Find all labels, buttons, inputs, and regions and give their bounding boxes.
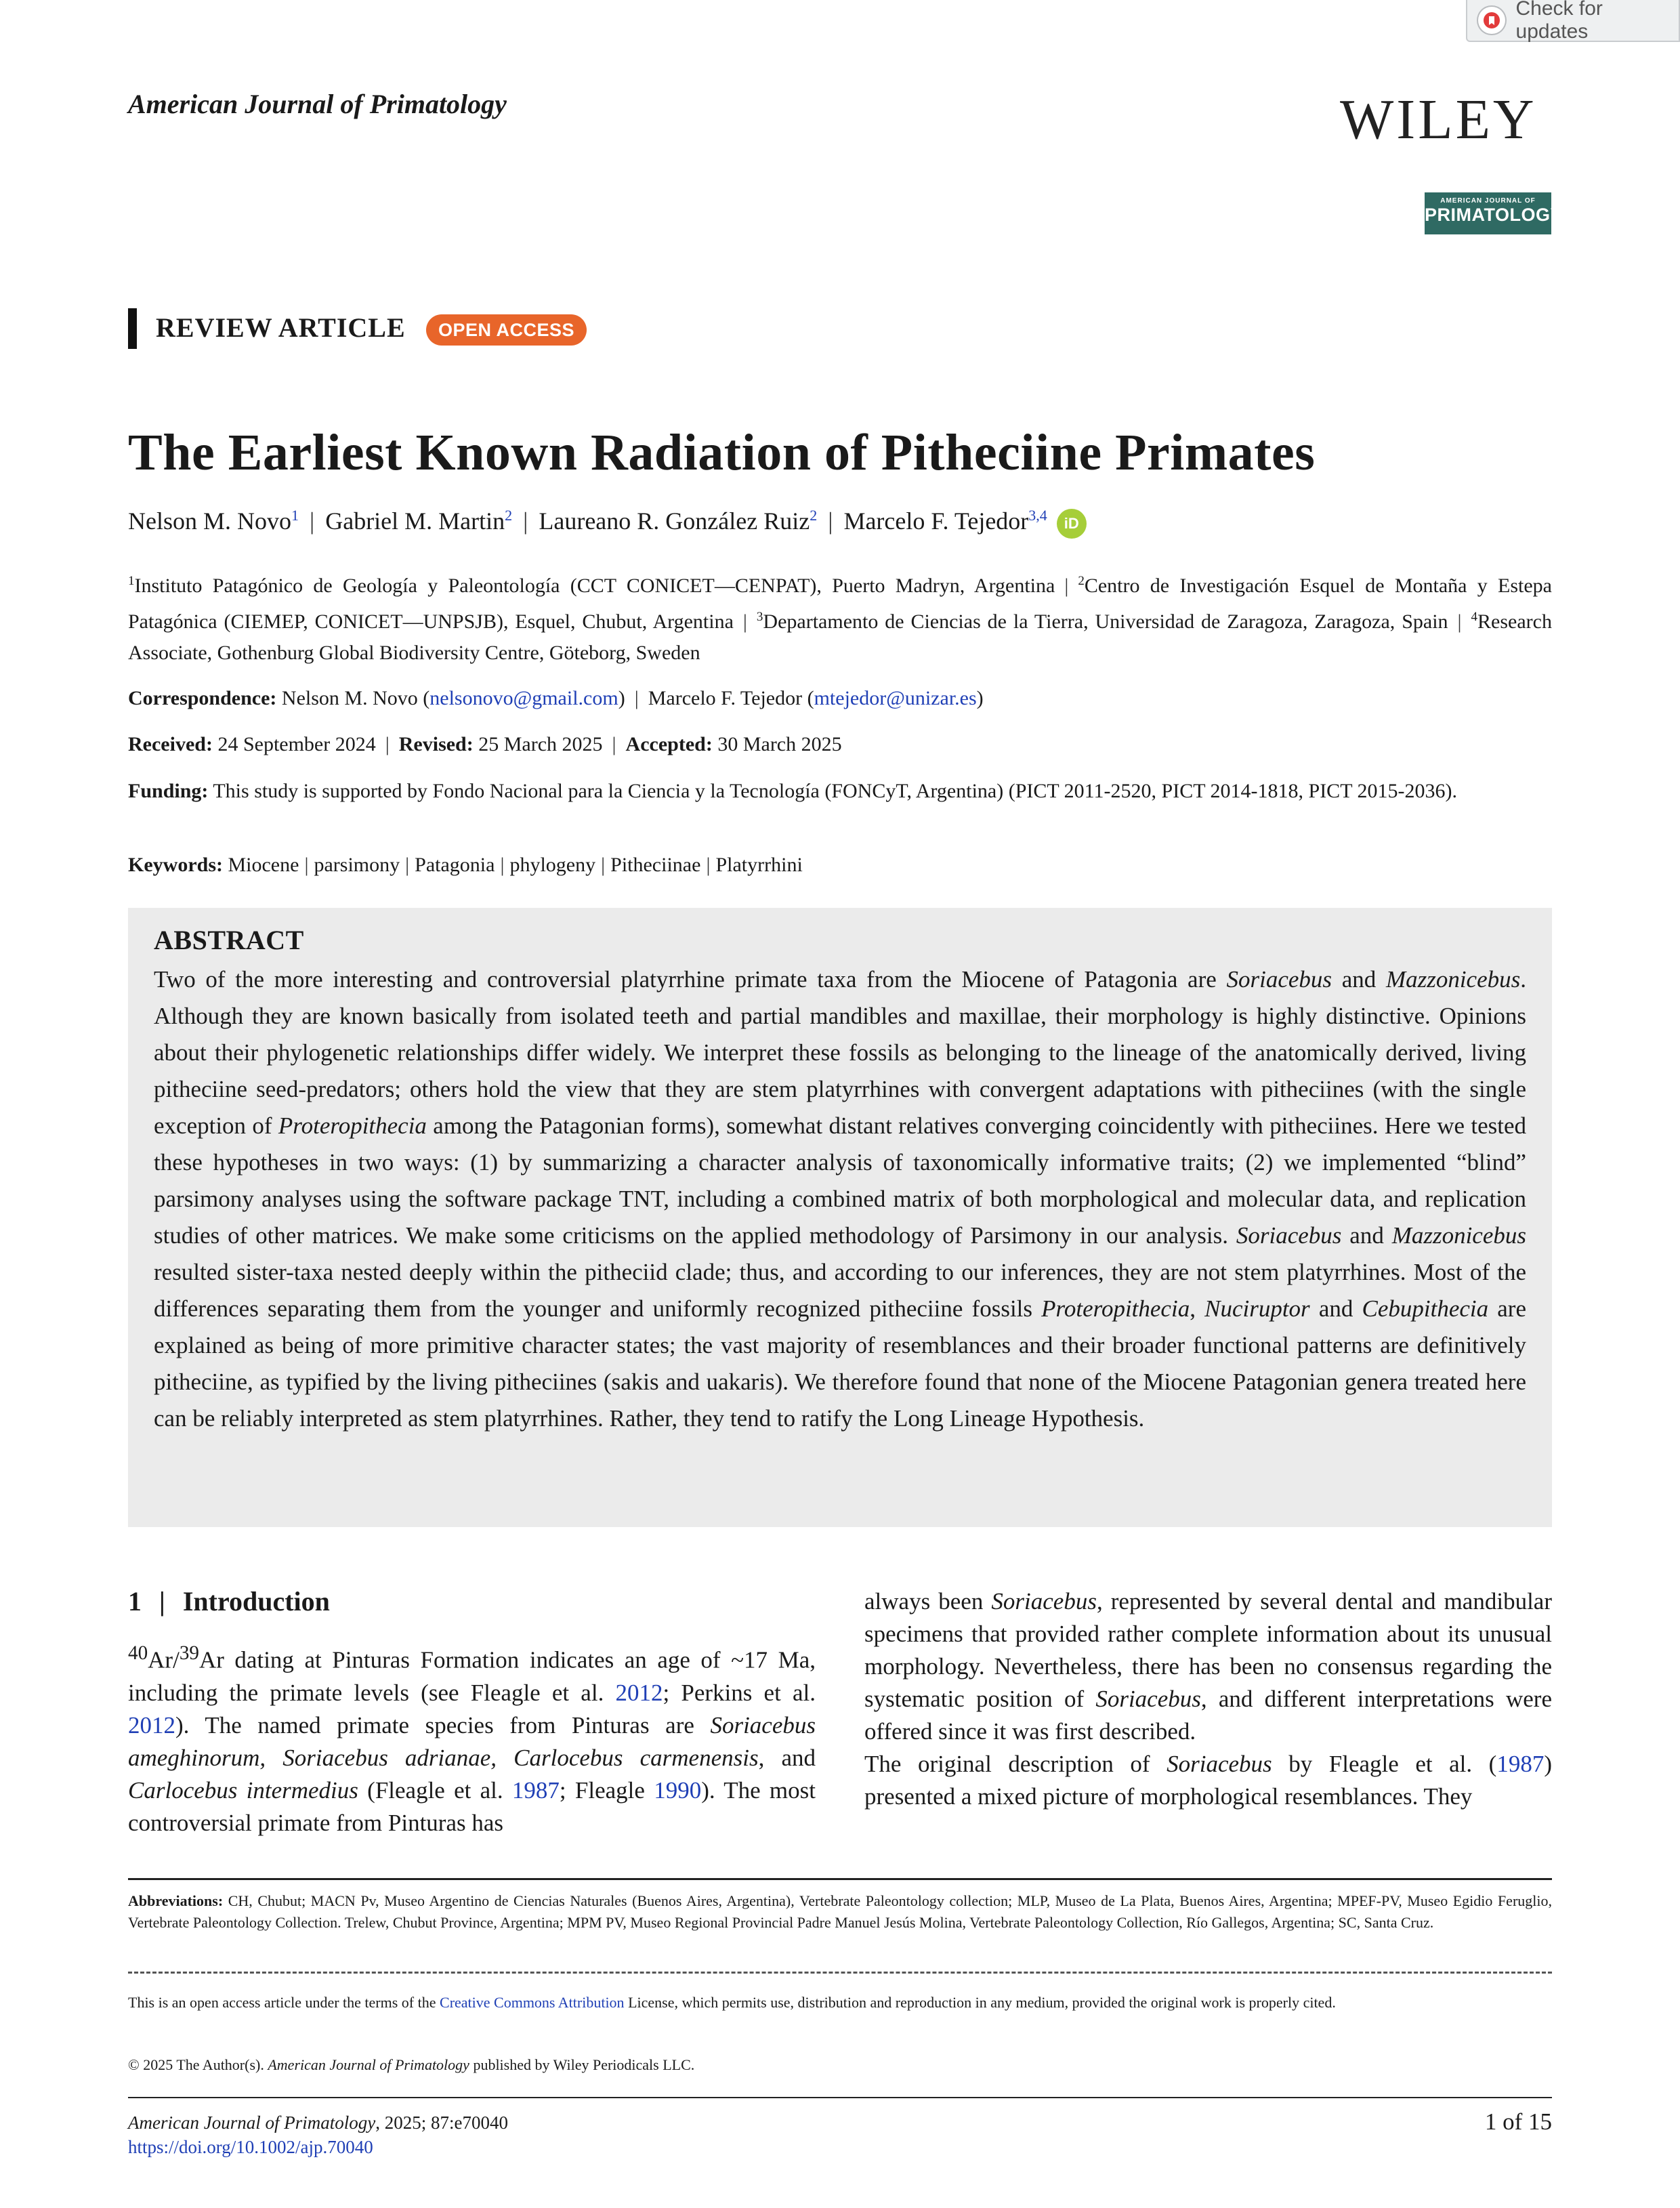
text-span: ; Fleagle	[559, 1776, 654, 1804]
affiliation-sup: 2	[1078, 574, 1085, 588]
footnote-rule	[128, 1878, 1552, 1880]
separator: |	[742, 610, 747, 633]
intro-paragraph-1-cont	[864, 1585, 1552, 1748]
article-title: The Earliest Known Radiation of Pitheciine Primates	[128, 424, 1316, 481]
abstract-span: . Although they are known basically from isolated teeth and partial mandibles and maxillae, their morphology is highly distinctive. Opinions about their phylogenetic relationships differ widely. We interpret these fossils as belonging to the lineage of the anatomically derived, living pitheciine seed-predators; others hold the view that they are stem platyrrhines with convergent adaptations with pitheciines (with the single exception of	[154, 966, 1526, 1139]
keyword: Miocene	[228, 854, 299, 876]
text-span: (Fleagle et al.	[358, 1776, 512, 1804]
text-span: , represented by several dental and mandibular specimens that provided rather complete information about its unusual morphology. Nevertheless, there has been no consensus regarding the systematic position of	[864, 1588, 1552, 1712]
abstract-span: and	[1332, 966, 1386, 993]
orcid-icon[interactable]: iD	[1057, 509, 1087, 539]
taxon-name: Soriacebus	[1226, 966, 1332, 993]
body-column-left	[128, 1585, 816, 1839]
taxon-name: Cebupithecia	[1362, 1295, 1489, 1322]
abstract-heading: ABSTRACT	[154, 925, 304, 955]
text-span: , and different interpretations were offered since it was first described.	[864, 1686, 1552, 1745]
affiliation: Instituto Patagónico de Geología y Paleontología (CCT CONICET—CENPAT), Puerto Madryn, Argentina	[134, 575, 1055, 597]
separator: |	[612, 733, 616, 755]
correspondence-name: Marcelo F. Tejedor	[648, 687, 803, 709]
text-span: , and	[758, 1744, 816, 1771]
affiliations	[128, 566, 1552, 669]
author-sup[interactable]: 3,4	[1028, 507, 1047, 524]
author-name: Marcelo F. Tejedor	[843, 507, 1029, 535]
abbreviations	[128, 1890, 1552, 1934]
correspondence-label: Correspondence:	[128, 687, 277, 709]
footer-rule	[128, 2097, 1552, 2098]
page-number: 1 of 15	[1484, 2108, 1552, 2135]
intro-paragraph-1	[128, 1637, 816, 1839]
taxon-name: Soriacebus	[1236, 1222, 1342, 1249]
isotope-sup: 40	[128, 1642, 148, 1664]
author-name: Nelson M. Novo	[128, 507, 291, 535]
citation-link[interactable]: 1987	[511, 1776, 560, 1804]
separator: |	[634, 687, 639, 709]
abstract-span: resulted sister-taxa nested deeply within the pitheciid clade; thus, and according to our inferences, they are not stem platyrrhines. Most of the differences separating them from the younger and uniformly recognized pitheciine fossils	[154, 1259, 1526, 1322]
author-name: Laureano R. González Ruiz	[539, 507, 810, 535]
doi-link[interactable]: https://doi.org/10.1002/ajp.70040	[128, 2137, 373, 2157]
text-span: ). The named primate species from Pinturas are	[175, 1711, 711, 1738]
taxon-name: Carlocebus intermedius	[128, 1776, 358, 1804]
license-link[interactable]: Creative Commons Attribution	[440, 1994, 625, 2011]
separator: |	[500, 854, 505, 876]
text-span: ). The most controversial primate from Pinturas has	[128, 1776, 816, 1836]
affiliation-sup: 4	[1471, 610, 1478, 624]
text-span: Ar/	[148, 1646, 180, 1673]
separator: |	[405, 854, 410, 876]
journal-badge-small: AMERICAN JOURNAL OF	[1440, 197, 1536, 205]
copyright	[128, 2056, 694, 2074]
text-span: always been	[864, 1588, 992, 1615]
accepted-label: Accepted:	[625, 733, 713, 755]
article-type: REVIEW ARTICLE	[156, 312, 406, 343]
correspondence-name: Nelson M. Novo	[281, 687, 418, 709]
journal-title: American Journal of Primatology	[128, 89, 507, 119]
journal-badge	[1425, 192, 1563, 234]
author-sup[interactable]: 2	[505, 507, 513, 524]
abstract-span: and	[1341, 1222, 1392, 1249]
dashed-rule	[128, 1972, 1552, 1974]
footer-journal-name: American Journal of Primatology	[128, 2112, 376, 2133]
funding	[128, 776, 1552, 807]
keyword: Pitheciinae	[610, 854, 701, 876]
taxon-name: Proteropithecia	[278, 1112, 427, 1139]
text-span: The original description of	[864, 1751, 1167, 1777]
email-link[interactable]: mtejedor@unizar.es	[814, 687, 977, 709]
abbreviations-text: CH, Chubut; MACN Pv, Museo Argentino de Ciencias Naturales (Buenos Aires, Argentina), Vertebrate Paleontology collection; MLP, Museo de La Plata, Buenos Aires, Argentina; MPEF-PV, Museo Egidio Feruglio, Vertebrate Paleontology Collection. Trelew, Chubut Province, Argentina; MPM PV, Museo Regional Provincial Padre Manuel Jesús Molina, Vertebrate Paleontology Collection, Río Gallegos, Argentina; SC, Santa Cruz.	[128, 1892, 1552, 1931]
section-heading	[128, 1585, 816, 1618]
abstract-span: are explained as being of more primitive character states; the vast majority of resemblances and their broader functional patterns are definitively pitheciine, as typified by the living pitheciines (sakis and uakaris). We therefore found that none of the Miocene Patagonian genera treated here can be reliably interpreted as stem platyrrhines. Rather, they tend to ratify the Long Lineage Hypothesis.	[154, 1295, 1526, 1432]
section-title: Introduction	[182, 1586, 330, 1617]
taxon-name: Soriacebus	[1167, 1751, 1272, 1777]
article-dates	[128, 729, 1552, 760]
abstract-span: ,	[1190, 1295, 1205, 1322]
abbreviations-label: Abbreviations:	[128, 1892, 224, 1909]
text-span: © 2025 The Author(s).	[128, 2056, 268, 2073]
keyword: Patagonia	[415, 854, 495, 876]
abstract-span: and	[1309, 1295, 1362, 1322]
received-date: 24 September 2024	[217, 733, 376, 755]
text-span: published by Wiley Periodicals LLC.	[469, 2056, 695, 2073]
check-for-updates-label: Check for updates	[1515, 0, 1603, 43]
footer-citation	[128, 2112, 508, 2133]
email-link[interactable]: nelsonovo@gmail.com	[429, 687, 618, 709]
citation-link[interactable]: 2012	[615, 1679, 663, 1706]
taxon-name: Soriacebus ameghinorum, Soriacebus adrianae, Carlocebus carmenensis	[128, 1711, 816, 1771]
abstract-span: Two of the more interesting and controversial platyrrhine primate taxa from the Miocene of Patagonia are	[154, 966, 1227, 993]
taxon-name: Proteropithecia	[1041, 1295, 1190, 1322]
text-span: Ar dating at Pinturas Formation indicates an age of ~17 Ma, including the primate levels (see Fleagle et al.	[128, 1646, 816, 1706]
taxon-name: Mazzonicebus	[1391, 1222, 1526, 1249]
author-sup[interactable]: 2	[810, 507, 818, 524]
footer-volume: , 2025; 87:e70040	[375, 2112, 508, 2133]
intro-paragraph-2	[864, 1748, 1552, 1813]
section-number: 1	[128, 1586, 142, 1617]
abstract-text	[154, 961, 1526, 1437]
separator: |	[1064, 575, 1069, 597]
citation-link[interactable]: 1990	[654, 1776, 702, 1804]
check-for-updates-button[interactable]	[1466, 0, 1680, 42]
revised-label: Revised:	[398, 733, 474, 755]
text-span: License, which permits use, distribution and reproduction in any medium, provided the original work is properly cited.	[624, 1994, 1336, 2011]
keyword: parsimony	[314, 854, 400, 876]
revised-date: 25 March 2025	[478, 733, 603, 755]
separator: |	[601, 854, 606, 876]
author-separator: |	[523, 507, 528, 535]
isotope-sup: 39	[179, 1642, 199, 1664]
taxon-name: Mazzonicebus	[1385, 966, 1521, 993]
taxon-name: Nuciruptor	[1204, 1295, 1310, 1322]
taxon-name: Soriacebus	[1095, 1686, 1201, 1712]
citation-link[interactable]: 1987	[1496, 1751, 1545, 1777]
keyword: Platyrrhini	[715, 854, 803, 876]
author-list	[128, 507, 1087, 539]
text-span: ; Perkins et al.	[663, 1679, 816, 1706]
keywords	[128, 850, 1552, 881]
abstract-span: among the Patagonian forms), somewhat distant relatives converging coincidently with pitheciines. Here we tested these hypotheses in two ways: (1) by summarizing a character analysis of taxonomically informative traits; (2) we implemented “blind” parsimony analyses using the software package TNT, including a combined matrix of both morphological and molecular data, and replication studies of other matrices. We make some criticisms on the applied methodology of Parsimony in our analysis.	[154, 1112, 1526, 1249]
separator: |	[159, 1586, 165, 1617]
taxon-name: Soriacebus	[991, 1588, 1097, 1615]
text-span: This is an open access article under the terms of the	[128, 1994, 440, 2011]
affiliation: Departamento de Ciencias de la Tierra, Universidad de Zaragoza, Zaragoza, Spain	[763, 610, 1448, 633]
text-span: by Fleagle et al. (	[1272, 1751, 1497, 1777]
abstract-box	[128, 908, 1552, 1527]
open-access-badge: OPEN ACCESS	[426, 314, 587, 346]
author-name: Gabriel M. Martin	[325, 507, 505, 535]
separator: |	[1457, 610, 1462, 633]
affiliation: Centro de Investigación Esquel de Montaña y Estepa Patagónica (CIEMEP, CONICET—UNPSJB), Esquel, Chubut, Argentina	[128, 575, 1553, 633]
separator: |	[706, 854, 711, 876]
author-separator: |	[828, 507, 833, 535]
citation-link[interactable]: 2012	[128, 1711, 175, 1738]
affiliation-sup: 3	[756, 610, 763, 624]
affiliation: Research Associate, Gothenburg Global Biodiversity Centre, Göteborg, Sweden	[128, 610, 1552, 664]
affiliation-sup: 1	[128, 574, 135, 588]
keyword: phylogeny	[509, 854, 596, 876]
journal-badge-big: PRIMATOLOGY	[1425, 205, 1563, 225]
license-note	[128, 1988, 1552, 2017]
correspondence: Correspondence: Nelson M. Novo (nelsonovo@gmail.com) | Marcelo F. Tejedor (mtejedor@unizar.es)	[128, 687, 984, 709]
journal-name: American Journal of Primatology	[268, 2056, 469, 2073]
funding-text: This study is supported by Fondo Nacional para la Ciencia y la Tecnología (FONCyT, Argentina) (PICT 2011-2520, PICT 2014-1818, PICT 2015-2036).	[213, 780, 1457, 802]
text-span: ) presented a mixed picture of morphological resemblances. They	[864, 1751, 1552, 1810]
accepted-date: 30 March 2025	[717, 733, 842, 755]
author-separator: |	[310, 507, 315, 535]
keywords-label: Keywords:	[128, 854, 223, 876]
author-sup[interactable]: 1	[291, 507, 299, 524]
bookmark-ribbon-icon	[1477, 5, 1507, 35]
received-label: Received:	[128, 733, 213, 755]
separator: |	[385, 733, 390, 755]
article-type-bar	[128, 308, 137, 349]
funding-label: Funding:	[128, 780, 209, 802]
publisher-logo: WILEY	[1340, 88, 1537, 151]
body-column-right	[864, 1585, 1552, 1813]
separator: |	[304, 854, 309, 876]
